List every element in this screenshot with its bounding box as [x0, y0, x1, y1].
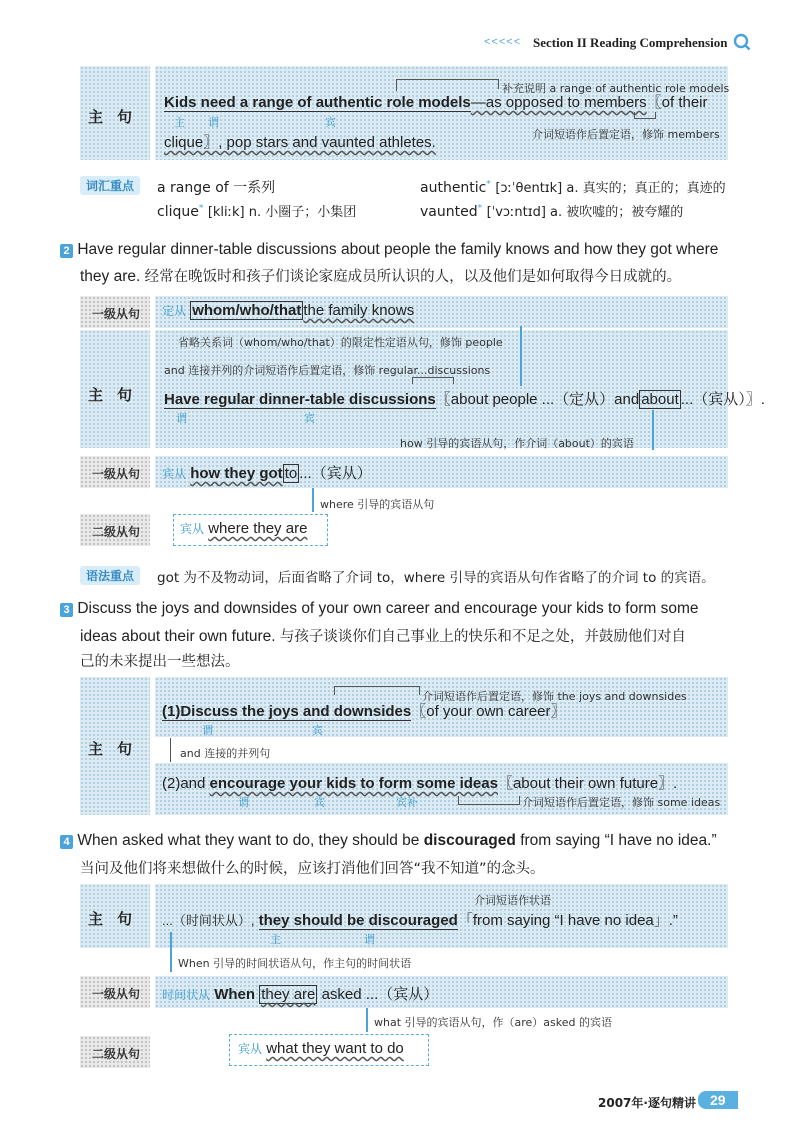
s4-note2: what 引导的宾语从句，作（are）asked 的宾语 [374, 1016, 613, 1029]
s4-main-c: 「from saying “I have no idea」.” [457, 912, 678, 929]
vocab-def-authentic: [ɔːˈθentɪk] a. 真实的；真正的；真迹的 [495, 181, 726, 196]
header-arrows: <<<<< [484, 36, 522, 48]
s2-main-a: Have regular dinner-table discussions [164, 391, 436, 408]
s4-role-pred: 谓 [364, 933, 375, 946]
vocab-tag: 词汇重点 [80, 176, 140, 195]
grammar-text: got 为不及物动词，后面省略了介词 to，where 引导的宾语从句作省略了的介词 to 的宾语。 [157, 570, 715, 586]
vocab-item-range: a range of 一系列 [157, 180, 276, 196]
s3-line2 [162, 772, 677, 793]
s2-arrow-up [520, 326, 522, 386]
vocab-def-clique: [kliːk] n. 小圈子；小集团 [207, 205, 357, 220]
s2-level1-label: 一级从句 [92, 307, 141, 321]
s1-of-their: 〖of their [646, 94, 708, 111]
s4-c2-tag: 宾从 [238, 1042, 263, 1056]
s4-arrow-2 [366, 1008, 368, 1032]
s3-role-obj: 宾 [312, 724, 323, 737]
vocab-word-clique: clique [157, 204, 199, 220]
s1-bracket-top [396, 79, 499, 80]
s3-l1-a: (1)Discuss the joys and downsides [162, 703, 412, 720]
p4-en-c: from saying “I have no idea.” [520, 832, 717, 849]
s4-main-b: they should be discouraged [258, 912, 458, 929]
s4-note-top: 介词短语作状语 [474, 894, 551, 907]
s2-c2-b: ...（宾从） [299, 465, 372, 482]
vocab-item-clique [157, 201, 356, 220]
vocab-item-vaunted [420, 201, 683, 220]
s1-bracket-right [498, 79, 499, 89]
s2-note2: and 连接并列的介词短语作后置定语，修饰 regular...discussions [164, 364, 491, 377]
p4-zh: 当问及他们将来想做什么的时候，应该打消他们回答“我不知道”的念头。 [80, 861, 545, 877]
s3-bracket1 [334, 686, 420, 695]
header-title: Section II Reading Comprehension [533, 35, 728, 50]
p4-en-b: discouraged [423, 832, 516, 849]
p2-line2 [80, 265, 681, 286]
p2-en-line2: they are. [80, 268, 141, 285]
p2-line1 [60, 241, 718, 259]
s1-bracket-arrow [396, 79, 397, 91]
s1-note-right: 介词短语作后置定语，修饰 members [532, 128, 720, 141]
magnifier-icon [733, 33, 751, 51]
s2-c3-text: where they are [208, 520, 308, 537]
s2-c1-rest: the family knows [303, 302, 415, 319]
s3-bracket2 [458, 796, 520, 805]
p3-en-line2: ideas about their own future. [80, 628, 276, 645]
vocab-def-vaunted: [ˈvɔːntɪd] a. 被吹嘘的；被夸耀的 [486, 205, 684, 220]
s2-note4: where 引导的宾语从句 [320, 498, 435, 511]
s2-main-c: about [641, 391, 679, 408]
s3-l2-c: 〖about their own future〗. [497, 775, 678, 792]
vocab-item-authentic [420, 177, 726, 196]
s4-c2-text: what they want to do [266, 1040, 404, 1057]
s2-note3: how 引导的宾语从句，作介词（about）的宾语 [400, 437, 634, 450]
vocab-word-authentic: authentic [420, 180, 487, 196]
s3-l2-b: encourage your kids to form some ideas [209, 775, 498, 792]
p4-en-a: When asked what they want to do, they should be [77, 832, 420, 849]
s2-clause2 [162, 462, 372, 483]
s2-arrow-2 [312, 488, 314, 512]
s1-line1 [164, 91, 708, 112]
s2-c1-boxed: whom/who/that [192, 302, 302, 319]
s4-c1-tag: 时间状从 [162, 988, 211, 1002]
s1-line2 [164, 131, 436, 152]
star-icon: * [477, 203, 483, 214]
s1-main-label: 主句 [88, 108, 147, 126]
s4-role-subj: 主 [270, 933, 281, 946]
s4-main-a: ...（时间状从）, [162, 913, 255, 928]
s3-and-line [170, 738, 171, 762]
s3-and-note: and 连接的并列句 [180, 747, 271, 760]
page-number: 29 [698, 1091, 738, 1109]
s2-c2-boxed: to [284, 465, 298, 482]
star-icon: * [198, 203, 204, 214]
s2-arrow-down [652, 410, 654, 450]
s2-note1: 省略关系词（whom/who/that）的限定性定语从句，修饰 people [178, 336, 503, 349]
s2-c1-tag: 定从 [162, 304, 187, 318]
s4-main-label: 主句 [88, 910, 147, 928]
s1-role-subj: 主 [174, 116, 185, 129]
footer-text: 2007年·逐句精讲 [598, 1096, 696, 1110]
s2-level1b-label: 一级从句 [92, 467, 141, 481]
vocab-word-vaunted: vaunted [420, 204, 478, 220]
s1-role-obj: 宾 [325, 116, 336, 129]
s2-role-pred: 谓 [176, 412, 187, 425]
s2-c2-a: how they got [190, 465, 283, 482]
s1-bracket-small [634, 112, 656, 119]
s4-clause2 [238, 1040, 404, 1057]
s3-note1: 介词短语作后置定语，修饰 the joys and downsides [422, 690, 687, 703]
s2-main-d: ...（宾从）〗. [680, 391, 765, 408]
p3-zh1: 与孩子谈谈你们自己事业上的快乐和不足之处，并鼓励他们对自 [279, 629, 686, 645]
s3-main-label: 主句 [88, 740, 147, 758]
s2-main-label: 主句 [88, 386, 147, 404]
p2-en-line1: Have regular dinner-table discussions about people the family knows and how they got where [77, 241, 719, 258]
s3-line1 [162, 700, 565, 721]
s3-l2-a: (2)and [162, 775, 206, 792]
s2-main-b: 〖about people ...（定从）and [435, 391, 640, 408]
p4-number-badge: 4 [60, 835, 73, 849]
s1-opposed: —as opposed to members [470, 94, 647, 111]
p3-line3: 己的未来提出一些想法。 [80, 654, 240, 670]
s4-arrow-1 [170, 932, 172, 972]
s3-note2: 介词短语作后置定语，修饰 some ideas [522, 796, 721, 809]
grammar-tag: 语法重点 [80, 566, 140, 585]
s2-clause3 [180, 520, 307, 537]
s4-c1-a: When [214, 986, 256, 1003]
s2-role-obj: 宾 [304, 412, 315, 425]
s1-main-clause: Kids need a range of authentic role models [164, 94, 471, 111]
s2-bracket [412, 377, 454, 384]
s3-role-comp: 宾补 [396, 796, 418, 809]
s3-role-pred: 谓 [202, 724, 213, 737]
p4-line1 [60, 832, 717, 850]
s2-main-line [164, 388, 765, 409]
s1-role-pred: 谓 [208, 116, 219, 129]
p2-number-badge: 2 [60, 244, 73, 258]
s4-c1-b: asked ...（宾从） [321, 986, 439, 1003]
s3-role-obj2: 宾 [314, 796, 325, 809]
p3-number-badge: 3 [60, 603, 73, 617]
s3-l1-b: 〖of your own career〗 [411, 703, 566, 720]
s2-clause1 [162, 302, 414, 319]
s3-role-pred2: 谓 [238, 796, 249, 809]
s2-c3-tag: 宾从 [180, 522, 205, 536]
s4-level2-label: 二级从句 [92, 1047, 141, 1061]
p3-line1 [60, 600, 699, 618]
p3-en-line1: Discuss the joys and downsides of your own career and encourage your kids to form some [77, 600, 699, 617]
s1-note-top: 补充说明 a range of authentic role models [502, 82, 730, 95]
s4-clause1 [162, 983, 438, 1004]
s4-level1-label: 一级从句 [92, 987, 141, 1001]
s2-c2-tag: 宾从 [162, 467, 187, 481]
s4-c1-boxed: they are [261, 986, 316, 1003]
star-icon: * [486, 179, 491, 190]
s4-main-line [162, 909, 678, 930]
p3-line2 [80, 625, 686, 646]
p2-zh: 经常在晚饭时和孩子们谈论家庭成员所认识的人，以及他们是如何取得今日成就的。 [144, 269, 682, 285]
s4-note1: When 引导的时间状语从句，作主句的时间状语 [178, 957, 412, 970]
s2-level2-label: 二级从句 [92, 525, 141, 539]
s1-clique-text: clique〗, pop stars and vaunted athletes. [164, 134, 436, 151]
